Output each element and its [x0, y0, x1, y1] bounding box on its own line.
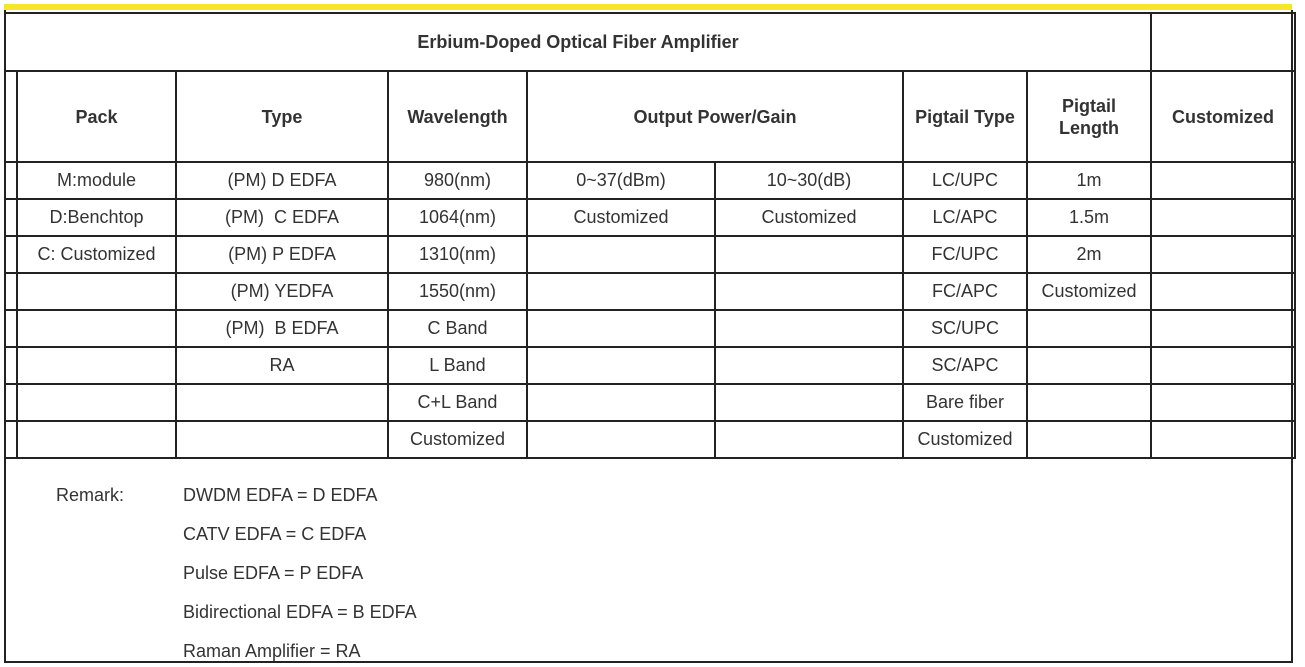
- left-margin-cell: [5, 199, 17, 236]
- cell-output-power: [527, 273, 715, 310]
- cell-customized: [1151, 162, 1295, 199]
- left-margin-cell: [5, 347, 17, 384]
- cell-output-power: [527, 236, 715, 273]
- cell-customized: [1151, 310, 1295, 347]
- table-row: [5, 347, 1295, 384]
- left-margin-cell: [5, 310, 17, 347]
- table-row: [5, 421, 1295, 458]
- cell-pigtail-type: SC/APC: [903, 347, 1027, 384]
- cell-wavelength: 1064(nm): [388, 199, 527, 236]
- cell-type: [176, 421, 388, 458]
- cell-gain: [715, 384, 903, 421]
- cell-pigtail-type: FC/APC: [903, 273, 1027, 310]
- cell-type: (PM) P EDFA: [176, 236, 388, 273]
- cell-pigtail-length: [1027, 347, 1151, 384]
- title-row: [5, 13, 1295, 71]
- cell-gain: [715, 236, 903, 273]
- cell-output-power: Customized: [527, 199, 715, 236]
- cell-customized: [1151, 421, 1295, 458]
- cell-pack: [17, 273, 176, 310]
- remark-line: CATV EDFA = C EDFA: [183, 524, 367, 544]
- cell-pigtail-type: LC/APC: [903, 199, 1027, 236]
- left-margin-cell: [5, 273, 17, 310]
- cell-pigtail-type: SC/UPC: [903, 310, 1027, 347]
- cell-pack: [17, 421, 176, 458]
- remark-line: DWDM EDFA = D EDFA: [183, 485, 378, 505]
- spec-table: [4, 12, 1296, 459]
- cell-pigtail-type: LC/UPC: [903, 162, 1027, 199]
- cell-customized: [1151, 384, 1295, 421]
- cell-type: (PM) C EDFA: [176, 199, 388, 236]
- cell-gain: [715, 421, 903, 458]
- cell-pigtail-length: 1.5m: [1027, 199, 1151, 236]
- left-margin-cell: [5, 162, 17, 199]
- cell-output-power: [527, 347, 715, 384]
- cell-output-power: [527, 384, 715, 421]
- header-output-power-gain: Output Power/Gain: [527, 71, 903, 162]
- cell-customized: [1151, 347, 1295, 384]
- cell-pack: D:Benchtop: [17, 199, 176, 236]
- left-margin-cell: [5, 71, 17, 162]
- cell-output-power: [527, 421, 715, 458]
- cell-type: (PM) YEDFA: [176, 273, 388, 310]
- table-row: [5, 199, 1295, 236]
- cell-pigtail-type: FC/UPC: [903, 236, 1027, 273]
- remarks-section: [4, 475, 1292, 663]
- cell-customized: [1151, 199, 1295, 236]
- title-side-cell: [1151, 13, 1295, 71]
- left-margin-cell: [5, 236, 17, 273]
- header-pack: Pack: [17, 71, 176, 162]
- cell-pack: M:module: [17, 162, 176, 199]
- cell-output-power: [527, 310, 715, 347]
- cell-wavelength: C Band: [388, 310, 527, 347]
- cell-pack: [17, 310, 176, 347]
- cell-type: RA: [176, 347, 388, 384]
- cell-wavelength: L Band: [388, 347, 527, 384]
- remark-label: Remark:: [56, 485, 125, 505]
- table-row: [5, 236, 1295, 273]
- cell-pigtail-type: Customized: [903, 421, 1027, 458]
- table-title: Erbium-Doped Optical Fiber Amplifier: [5, 13, 1151, 71]
- remark-line: Raman Amplifier = RA: [183, 641, 361, 661]
- header-pigtail-length-line1: Pigtail: [1061, 95, 1116, 116]
- cell-pigtail-length: [1027, 310, 1151, 347]
- cell-gain: [715, 310, 903, 347]
- header-wavelength: Wavelength: [388, 71, 527, 162]
- cell-wavelength: Customized: [388, 421, 527, 458]
- remark-line: Bidirectional EDFA = B EDFA: [183, 602, 417, 622]
- cell-gain: Customized: [715, 199, 903, 236]
- remark-line: Pulse EDFA = P EDFA: [183, 563, 364, 583]
- table-row: [5, 273, 1295, 310]
- cell-gain: [715, 347, 903, 384]
- cell-pigtail-length: [1027, 384, 1151, 421]
- cell-gain: 10~30(dB): [715, 162, 903, 199]
- cell-pigtail-length: Customized: [1027, 273, 1151, 310]
- cell-pigtail-type: Bare fiber: [903, 384, 1027, 421]
- cell-pack: [17, 384, 176, 421]
- cell-pigtail-length: [1027, 421, 1151, 458]
- header-row: [5, 71, 1295, 162]
- cell-customized: [1151, 273, 1295, 310]
- table-row: [5, 384, 1295, 421]
- cell-pack: C: Customized: [17, 236, 176, 273]
- cell-gain: [715, 273, 903, 310]
- cell-wavelength: 1550(nm): [388, 273, 527, 310]
- left-margin-cell: [5, 384, 17, 421]
- cell-pigtail-length: 1m: [1027, 162, 1151, 199]
- cell-wavelength: 980(nm): [388, 162, 527, 199]
- table-row: [5, 310, 1295, 347]
- header-pigtail-type: Pigtail Type: [903, 71, 1027, 162]
- cell-type: (PM) D EDFA: [176, 162, 388, 199]
- cell-customized: [1151, 236, 1295, 273]
- cell-pigtail-length: 2m: [1027, 236, 1151, 273]
- cell-type: [176, 384, 388, 421]
- header-pigtail-length: [1027, 71, 1151, 162]
- header-customized: Customized: [1151, 71, 1295, 162]
- cell-type: (PM) B EDFA: [176, 310, 388, 347]
- cell-output-power: 0~37(dBm): [527, 162, 715, 199]
- table-row: [5, 162, 1295, 199]
- cell-wavelength: 1310(nm): [388, 236, 527, 273]
- cell-pack: [17, 347, 176, 384]
- left-margin-cell: [5, 421, 17, 458]
- header-pigtail-length-line2: Length: [1059, 117, 1119, 138]
- header-type: Type: [176, 71, 388, 162]
- cell-wavelength: C+L Band: [388, 384, 527, 421]
